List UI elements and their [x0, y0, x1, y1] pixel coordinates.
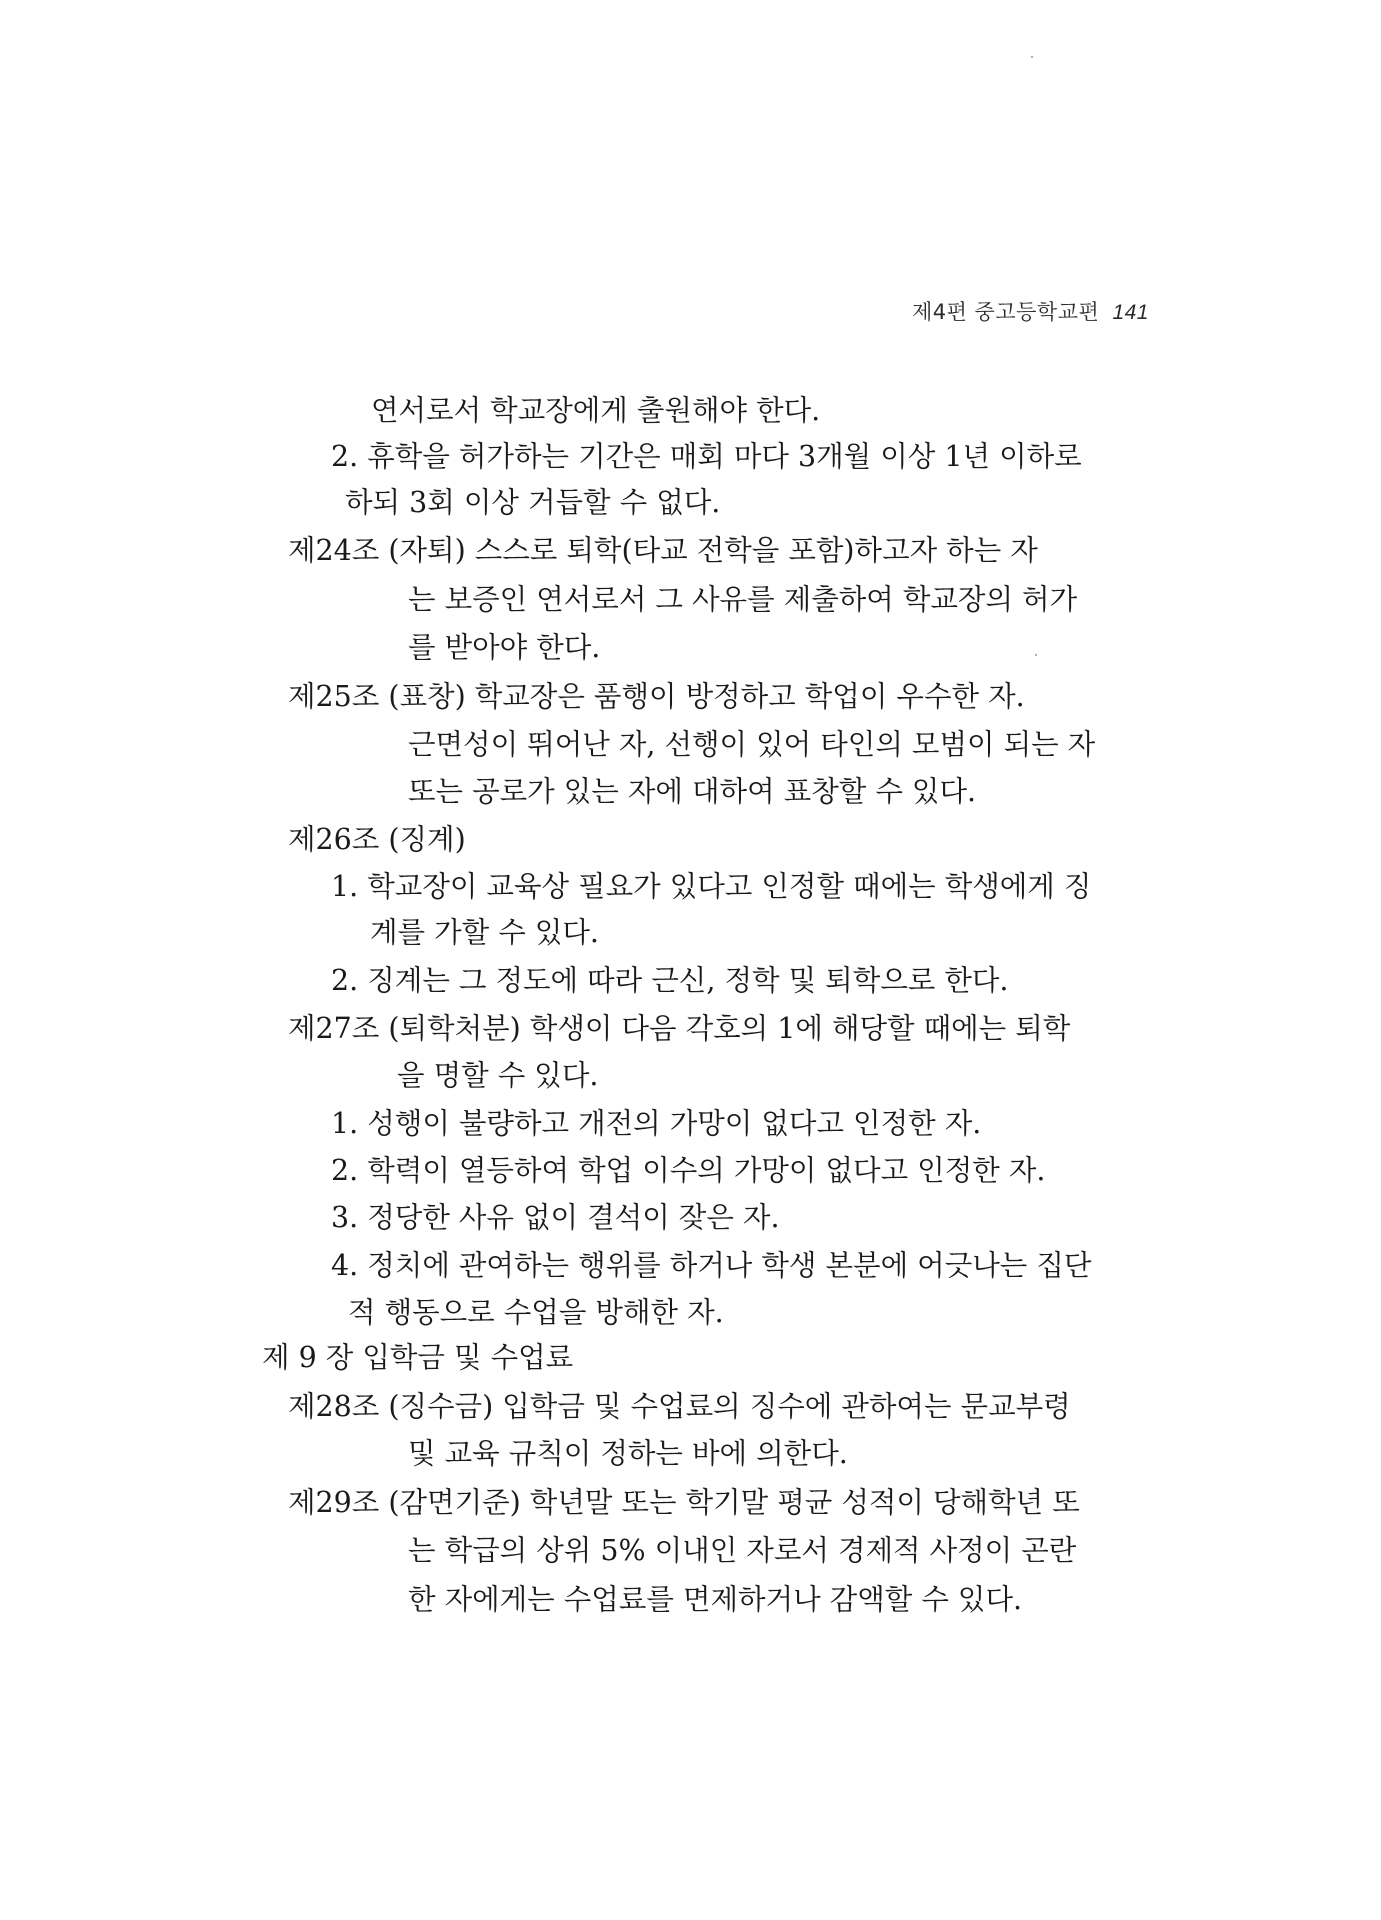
running-header	[912, 296, 1149, 326]
text-line: 한 자에게는 수업료를 면제하거나 감액할 수 있다.	[408, 1583, 1023, 1616]
article-27-heading: 제27조 (퇴학처분) 학생이 다음 각호의 1에 해당할 때에는 퇴학	[288, 1012, 1071, 1045]
text-line: 적 행동으로 수업을 방해한 자.	[348, 1296, 724, 1329]
article-29-heading: 제29조 (감면기준) 학년말 또는 학기말 평균 성적이 당해학년 또	[288, 1486, 1080, 1519]
text-line: 2. 휴학을 허가하는 기간은 매회 마다 3개월 이상 1년 이하로	[331, 440, 1082, 473]
text-line: 3. 정당한 사유 없이 결석이 잦은 자.	[331, 1201, 780, 1234]
text-line: 계를 가할 수 있다.	[370, 916, 599, 949]
text-line: 1. 학교장이 교육상 필요가 있다고 인정할 때에는 학생에게 징	[331, 870, 1092, 903]
text-line: 연서로서 학교장에게 출원해야 한다.	[371, 394, 821, 427]
text-line: 하되 3회 이상 거듭할 수 없다.	[345, 486, 721, 519]
text-line: 또는 공로가 있는 자에 대하여 표창할 수 있다.	[408, 775, 977, 808]
scan-speck	[1035, 654, 1037, 656]
article-24-heading: 제24조 (자퇴) 스스로 퇴학(타교 전학을 포함)하고자 하는 자	[288, 534, 1038, 567]
text-line: 을 명할 수 있다.	[397, 1059, 599, 1092]
article-28-heading: 제28조 (징수금) 입학금 및 수업료의 징수에 관하여는 문교부령	[288, 1390, 1071, 1423]
scan-speck	[1031, 56, 1033, 58]
text-line: 1. 성행이 불량하고 개전의 가망이 없다고 인정한 자.	[331, 1107, 982, 1140]
chapter-9-heading: 제 9 장 입학금 및 수업료	[262, 1341, 574, 1374]
text-line: 는 보증인 연서로서 그 사유를 제출하여 학교장의 허가	[408, 583, 1078, 616]
text-line: 및 교육 규칙이 정하는 바에 의한다.	[408, 1437, 848, 1470]
article-25-heading: 제25조 (표창) 학교장은 품행이 방정하고 학업이 우수한 자.	[288, 680, 1025, 713]
text-line: 2. 징계는 그 정도에 따라 근신, 정학 및 퇴학으로 한다.	[331, 964, 1009, 997]
text-line: 를 받아야 한다.	[408, 631, 601, 664]
article-26-heading: 제26조 (징계)	[288, 823, 466, 856]
text-line: 4. 정치에 관여하는 행위를 하거나 학생 본분에 어긋나는 집단	[331, 1249, 1092, 1282]
section-title: 제4편 중고등학교편	[911, 300, 1100, 324]
text-line: 는 학급의 상위 5% 이내인 자로서 경제적 사정이 곤란	[408, 1534, 1077, 1567]
text-line: 근면성이 뛰어난 자, 선행이 있어 타인의 모범이 되는 자	[408, 728, 1096, 761]
page-number: 141	[1112, 301, 1149, 324]
text-line: 2. 학력이 열등하여 학업 이수의 가망이 없다고 인정한 자.	[331, 1154, 1046, 1187]
